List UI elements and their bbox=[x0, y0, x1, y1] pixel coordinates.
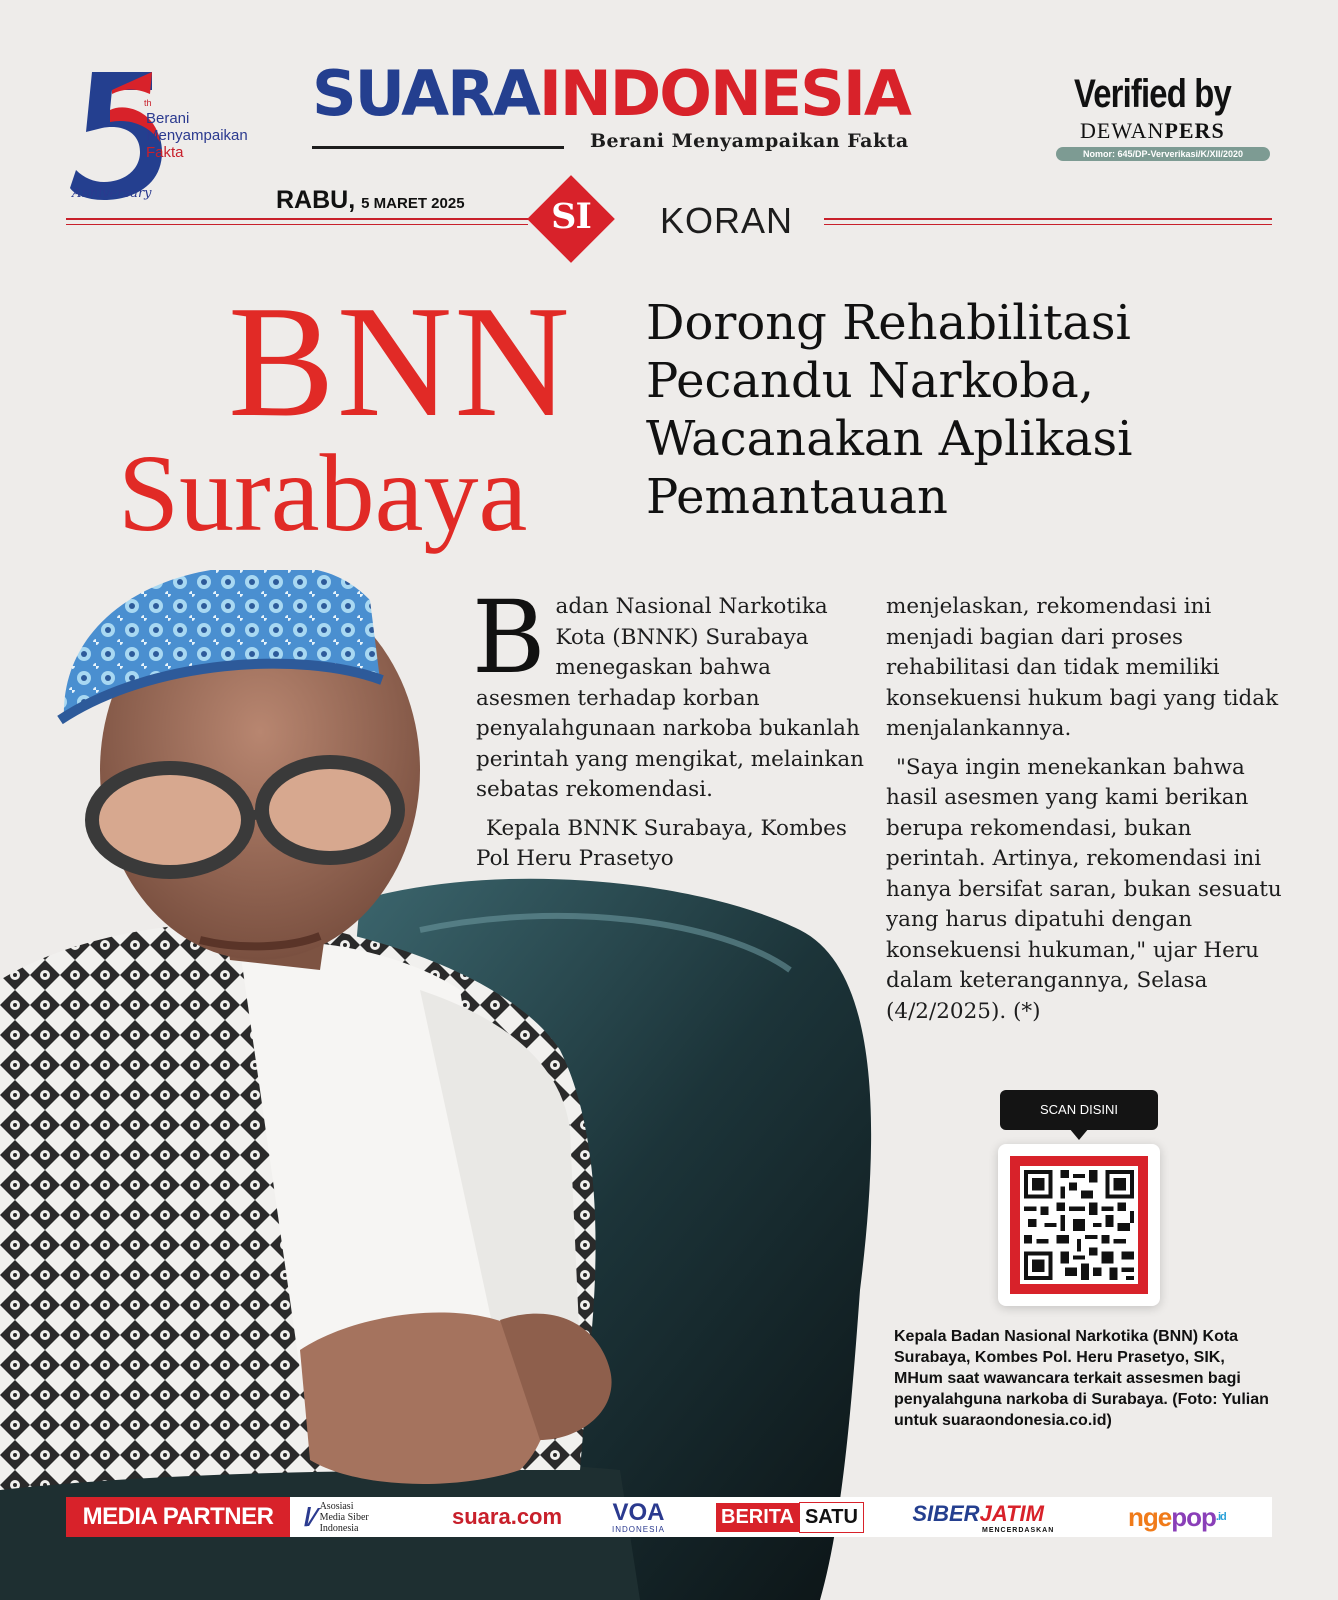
partner-amsi[interactable]: /⁄ Asosiasi Media Siber Indonesia bbox=[304, 1500, 369, 1534]
partner-beritasatu[interactable]: BERITA SATU bbox=[716, 1497, 864, 1537]
article-column-1 bbox=[472, 579, 866, 875]
section-mark: SI bbox=[551, 196, 591, 237]
photo-caption: Kepala Badan Nasional Narkotika (BNN) Kota Surabaya, Kombes Pol. Heru Prasetyo, SIK, MHum saat wawancara terkait assesmen bagi penyalahguna narkoba di Surabaya. (Foto: Yulian untuk suaraondonesia.co.id) bbox=[894, 1328, 1269, 1429]
partner-suara[interactable]: suara.com bbox=[452, 1504, 563, 1529]
masthead-rule-right bbox=[824, 218, 1272, 225]
masthead-rule-left bbox=[66, 218, 528, 225]
verified-label: Verified by bbox=[1074, 72, 1231, 116]
brand-logo[interactable]: SUARAINDONESIA bbox=[312, 57, 910, 130]
qr-code-icon[interactable] bbox=[1020, 1166, 1138, 1284]
drop-cap: B bbox=[472, 579, 546, 696]
media-partner-label: MEDIA PARTNER bbox=[66, 1497, 290, 1537]
headline-subhead: Dorong Rehabilitasi Pecandu Narkoba, Wacanakan Aplikasi Pemantauan bbox=[646, 295, 1133, 525]
anniversary-tagline: Berani Menyampaikan Fakta bbox=[146, 110, 248, 161]
headline-kicker-line2: Surabaya bbox=[118, 432, 528, 554]
article-column-2 bbox=[886, 592, 1286, 1027]
article-paragraph: menjelaskan, rekomendasi ini menjadi bagian dari proses rehabilitasi dan tidak memiliki konsekuensi hukum bagi yang tidak menjalankannya. bbox=[886, 594, 1279, 741]
article-paragraph: Kepala BNNK Surabaya, Kombes Pol Heru Prasetyo bbox=[476, 815, 847, 871]
dewan-pers-label: DEWANPERS bbox=[1080, 118, 1225, 143]
anniversary-sup: th bbox=[144, 98, 152, 108]
article-quote: "Saya ingin menekankan bahwa hasil asesmen yang kami berikan berupa rekomendasi, bukan perintah. Artinya, rekomendasi ini hanya bersifat saran, bukan sesuatu yang harus dipatuhi dengan konsekuensi hukuman," ujar Heru dalam keterangannya, Selasa (4/2/2025). (*) bbox=[886, 754, 1282, 1024]
brand-tagline: Berani Menyampaikan Fakta bbox=[590, 130, 909, 152]
anniversary-script: Anniversary bbox=[72, 186, 152, 201]
brand-underline bbox=[312, 146, 564, 149]
partner-siberjatim[interactable]: SIBERJATIM MENCERDASKAN bbox=[912, 1500, 1055, 1534]
partner-voa[interactable]: VOA INDONESIA bbox=[612, 1498, 666, 1534]
section-label: KORAN bbox=[660, 200, 794, 241]
partner-ngepop[interactable]: nge pop .id bbox=[1128, 1501, 1226, 1532]
article-lead: adan Nasional Narkotika Kota (BNNK) Surabaya menegaskan bahwa asesmen terhadap korban penyalahgunaan narkoba bukanlah perintah yang mengikat, melainkan sebatas rekomendasi. bbox=[476, 594, 865, 802]
publication-date: RABU, 5 MARET 2025 bbox=[276, 186, 465, 214]
headline-kicker-line1: BNN bbox=[228, 272, 572, 450]
verification-number: Nomor: 645/DP-Ververikasi/K/XII/2020 bbox=[1056, 147, 1270, 161]
scan-label: SCAN DISINI bbox=[1000, 1090, 1158, 1130]
scan-tooltip-arrow-icon bbox=[1069, 1128, 1089, 1140]
